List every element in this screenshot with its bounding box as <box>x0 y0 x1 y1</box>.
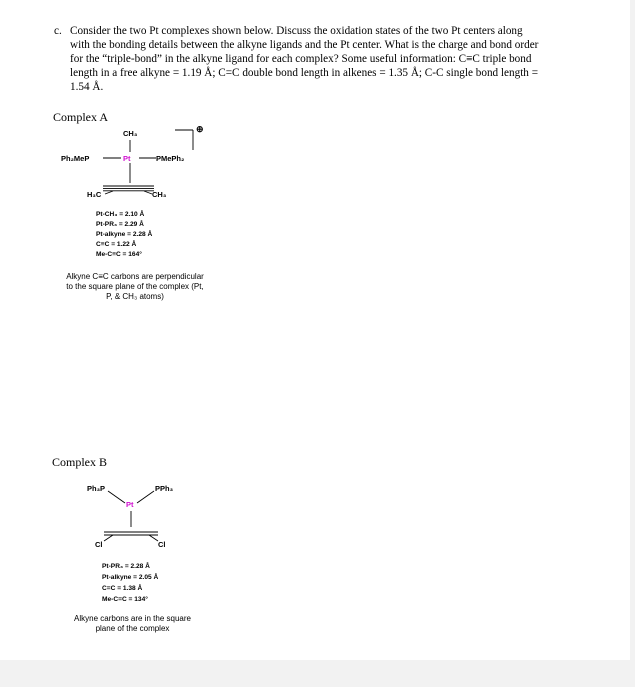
question-line: Consider the two Pt complexes shown below. Discuss the oxidation states of the two Pt centers along <box>70 25 523 37</box>
complex-a-data-line: Me-C≡C = 164° <box>96 251 142 258</box>
question-line: for the “triple-bond” in the alkyne ligand for each complex? Some useful information: C≡C triple bond <box>70 53 532 65</box>
question-line: 1.54 Å. <box>70 81 104 93</box>
chloro-ligand-left: Cl <box>95 540 103 549</box>
question-line: with the bonding details between the alkyne ligands and the Pt center. What is the charge and bond order <box>70 39 539 51</box>
phosphine-ligand-left: Ph₂MeP <box>61 154 90 163</box>
alkyne-methyl-right: CH₃ <box>152 190 167 199</box>
complex-b-note <box>50 614 215 634</box>
alkyne-methyl-bond-left <box>105 191 113 194</box>
positive-charge-icon: ⊕ <box>196 124 204 134</box>
chloro-ligand-right: Cl <box>158 540 166 549</box>
complex-b-data-line: Pt-alkyne = 2.05 Å <box>102 574 159 581</box>
alkene-cl-bond-right <box>149 535 158 541</box>
complex-a-note-line: P, & CH₃ atoms) <box>106 292 164 301</box>
complex-b-data-line: Pt-PR₃ = 2.28 Å <box>102 563 150 570</box>
question-label: c. <box>54 25 62 37</box>
complex-b-note-line: plane of the complex <box>95 624 170 633</box>
alkyne-methyl-bond-right <box>144 191 152 194</box>
question-line: length in a free alkyne = 1.19 Å; C=C double bond length in alkenes = 1.35 Å; C-C single bond length = <box>70 67 539 79</box>
complex-a-note-line: Alkyne C≡C carbons are perpendicular <box>66 272 204 281</box>
pt-phosphine-bond-right <box>137 491 154 503</box>
platinum-center: Pt <box>126 500 134 509</box>
phosphine-ligand-right: PPh₃ <box>155 484 174 493</box>
complex-a-title: Complex A <box>53 110 109 124</box>
platinum-center: Pt <box>123 154 131 163</box>
complex-b-title: Complex B <box>52 455 108 469</box>
methyl-ligand: CH₃ <box>123 129 138 138</box>
complex-a-note <box>40 272 230 302</box>
complex-a-data-line: Pt-CH₃ = 2.10 Å <box>96 211 145 218</box>
phosphine-ligand-left: Ph₃P <box>87 484 106 493</box>
complex-a-note-line: to the square plane of the complex (Pt, <box>66 282 204 291</box>
phosphine-ligand-right: PMePh₂ <box>156 154 185 163</box>
complex-a-data-line: Pt-alkyne = 2.28 Å <box>96 231 153 238</box>
complex-a-data-line: C≡C = 1.22 Å <box>96 241 137 248</box>
complex-b-data-line: C=C = 1.38 Å <box>102 585 143 592</box>
complex-b-note-line: Alkyne carbons are in the square <box>74 614 191 623</box>
alkene-cl-bond-left <box>104 535 113 541</box>
complex-a-data-line: Pt-PR₃ = 2.29 Å <box>96 221 144 228</box>
alkyne-methyl-left: H₃C <box>87 190 102 199</box>
complex-b-data-line: Me-C=C = 134° <box>102 596 148 603</box>
pt-phosphine-bond-left <box>108 491 125 503</box>
